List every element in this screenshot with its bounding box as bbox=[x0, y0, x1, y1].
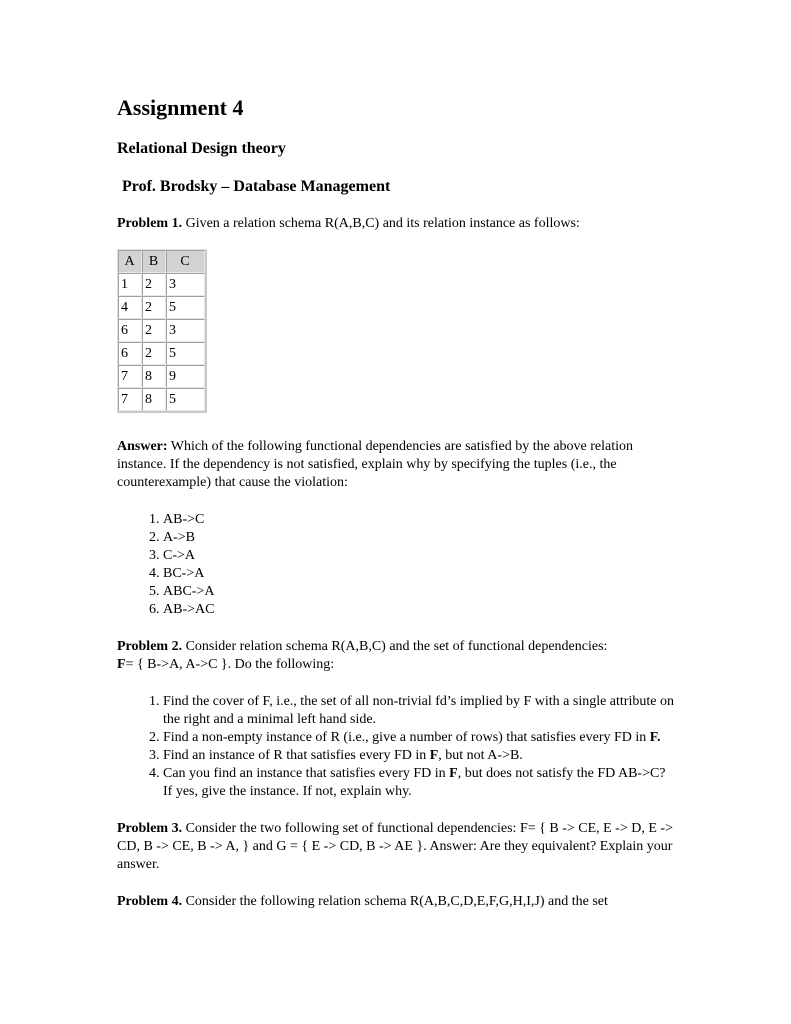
table-cell: 5 bbox=[166, 342, 205, 365]
problem-2-label: Problem 2. bbox=[117, 639, 183, 654]
problem-1 bbox=[117, 215, 677, 233]
column-header-c: C bbox=[166, 250, 205, 273]
document-page bbox=[117, 94, 677, 911]
table-cell: 5 bbox=[166, 296, 205, 319]
relation-table bbox=[117, 249, 207, 413]
fd-set-label: F bbox=[117, 657, 126, 672]
subtitle-course: Prof. Brodsky – Database Management bbox=[122, 178, 391, 195]
problem-1-label: Problem 1. bbox=[117, 216, 183, 231]
table-row bbox=[118, 388, 205, 411]
table-cell: 2 bbox=[142, 273, 166, 296]
table-cell: 3 bbox=[166, 273, 205, 296]
subtitle-topic: Relational Design theory bbox=[117, 140, 286, 157]
table-cell: 8 bbox=[142, 388, 166, 411]
table-row bbox=[118, 273, 205, 296]
table-cell: 5 bbox=[166, 388, 205, 411]
problem-3 bbox=[117, 820, 677, 874]
list-item: 1. Find the cover of F, i.e., the set of all non-trivial fd’s implied by F with a single attribute on the right and a minimal left hand side. bbox=[163, 693, 677, 729]
table-cell: 2 bbox=[142, 319, 166, 342]
table-cell: 1 bbox=[118, 273, 142, 296]
list-item: 3. C->A bbox=[163, 547, 677, 565]
table-row bbox=[118, 365, 205, 388]
fd-set-text: = { B->A, A->C }. Do the following: bbox=[125, 657, 335, 672]
problem-3-label: Problem 3. bbox=[117, 821, 183, 836]
table-row bbox=[118, 342, 205, 365]
list-item: 1. AB->C bbox=[163, 511, 677, 529]
problem-2 bbox=[117, 638, 677, 674]
table-cell: 7 bbox=[118, 388, 142, 411]
table-cell: 2 bbox=[142, 296, 166, 319]
fd-list bbox=[117, 511, 677, 619]
problem-3-text: Consider the two following set of functional dependencies: F= { B -> CE, E -> D, E -> CD, B -> CE, B -> A, } and G = { E -> CD, B -> AE }. Answer: Are they equivalent? Explain your answer. bbox=[117, 821, 673, 872]
table-header-row bbox=[118, 250, 205, 273]
list-item: 4. Can you find an instance that satisfies every FD in F, but does not satisfy the FD AB->C? If yes, give the instance. If not, explain why. bbox=[163, 765, 677, 801]
column-header-a: A bbox=[118, 250, 142, 273]
table-row bbox=[118, 319, 205, 342]
table-cell: 2 bbox=[142, 342, 166, 365]
problem-2-tasks bbox=[117, 693, 677, 801]
table-cell: 8 bbox=[142, 365, 166, 388]
table-row bbox=[118, 296, 205, 319]
table-cell: 7 bbox=[118, 365, 142, 388]
list-item: 6. AB->AC bbox=[163, 601, 677, 619]
table-cell: 6 bbox=[118, 319, 142, 342]
table-cell: 4 bbox=[118, 296, 142, 319]
list-item: 5. ABC->A bbox=[163, 583, 677, 601]
column-header-b: B bbox=[142, 250, 166, 273]
list-item: 2. Find a non-empty instance of R (i.e., give a number of rows) that satisfies every FD in F. bbox=[163, 729, 677, 747]
list-item: 2. A->B bbox=[163, 529, 677, 547]
table-cell: 3 bbox=[166, 319, 205, 342]
table-cell: 9 bbox=[166, 365, 205, 388]
problem-1-text: Given a relation schema R(A,B,C) and its relation instance as follows: bbox=[182, 216, 580, 231]
problem-4-label: Problem 4. bbox=[117, 894, 183, 909]
list-item: 4. BC->A bbox=[163, 565, 677, 583]
answer-label: Answer: bbox=[117, 439, 168, 454]
problem-2-text: Consider relation schema R(A,B,C) and the set of functional dependencies: bbox=[182, 639, 608, 654]
answer-paragraph bbox=[117, 438, 677, 492]
answer-text: Which of the following functional dependencies are satisfied by the above relation instance. If the dependency is not satisfied, explain why by specifying the tuples (i.e., the counterexample) that cause the violation: bbox=[117, 439, 634, 490]
problem-4-text: Consider the following relation schema R(A,B,C,D,E,F,G,H,I,J) and the set bbox=[182, 894, 608, 909]
problem-4 bbox=[117, 893, 677, 911]
page-title: Assignment 4 bbox=[117, 95, 244, 120]
table-cell: 6 bbox=[118, 342, 142, 365]
list-item: 3. Find an instance of R that satisfies every FD in F, but not A->B. bbox=[163, 747, 677, 765]
